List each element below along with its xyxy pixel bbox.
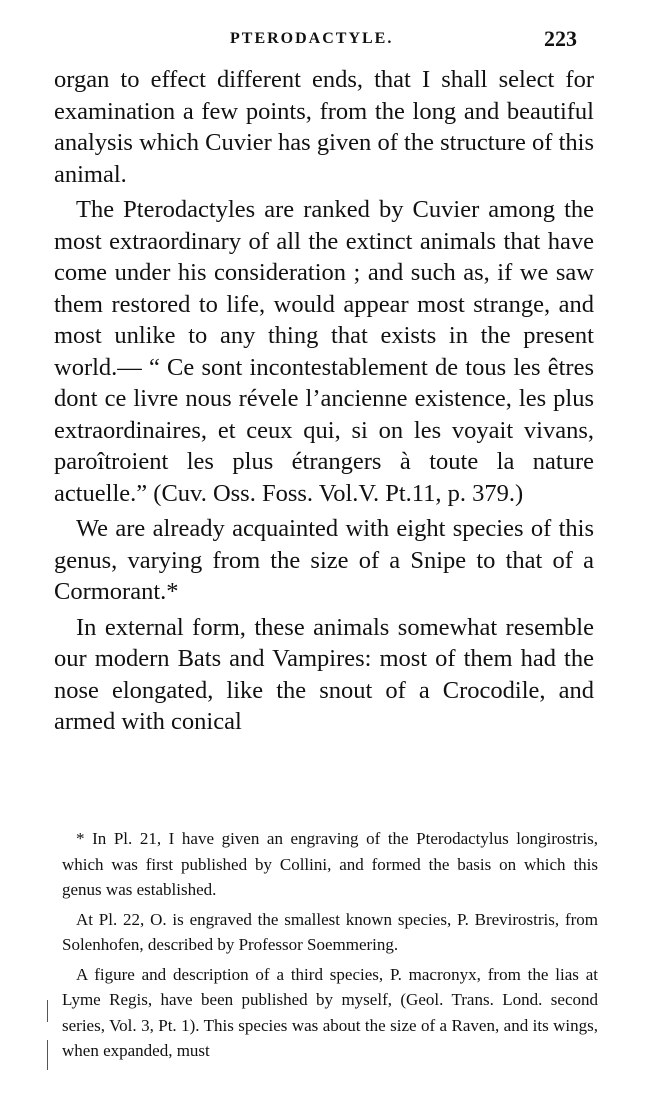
paragraph-3: We are already acquainted with eight species of this genus, varying from the size of a Snipe to that of a Cormorant.* <box>54 515 594 605</box>
paragraph-1: organ to effect different ends, that I shall select for examination a few points, from the long and beautiful analysis which Cuvier has given of the structure of this animal. <box>54 66 594 188</box>
paragraph-2: The Pterodactyles are ranked by Cuvier among the most extraordinary of all the extinct animals that have come under his consideration ; and such as, if we saw them restored to life, would appear most strange, and most unlike to any thing that exists in the present world.— “ Ce sont incontestablement de tous les êtres dont ce livre nous révele l’ancienne existence, les plus extraordinaires, et ceux qui, si on les voyait vivans, paroîtroient les plus étrangers à toute la nature actuelle.” (Cuv. Oss. Foss. Vol.V. Pt.11, p. 379.) <box>54 196 594 507</box>
margin-mark <box>47 1000 48 1022</box>
margin-mark <box>47 1040 48 1070</box>
footnotes <box>62 826 598 1068</box>
page-number: 223 <box>544 26 577 51</box>
running-head <box>0 26 658 56</box>
footnote-3: A figure and description of a third species, P. macronyx, from the lias at Lyme Regis, have been published by myself, (Geol. Trans. Lond. second series, Vol. 3, Pt. 1). This species was about the size of a Raven, and its wings, when expanded, must <box>62 964 598 1060</box>
footnote-1: * In Pl. 21, I have given an engraving of the Pterodactylus longirostris, which was first published by Collini, and formed the basis on which this genus was established. <box>62 829 598 899</box>
body-text <box>54 64 594 738</box>
footnote-2: At Pl. 22, O. is engraved the smallest known species, P. Brevirostris, from Solenhofen, described by Professor Soemmering. <box>62 909 598 954</box>
running-title: PTERODACTYLE. <box>230 30 394 47</box>
paragraph-4: In external form, these animals somewhat resemble our modern Bats and Vampires: most of them had the nose elongated, like the snout of a Crocodile, and armed with conical <box>54 613 594 735</box>
